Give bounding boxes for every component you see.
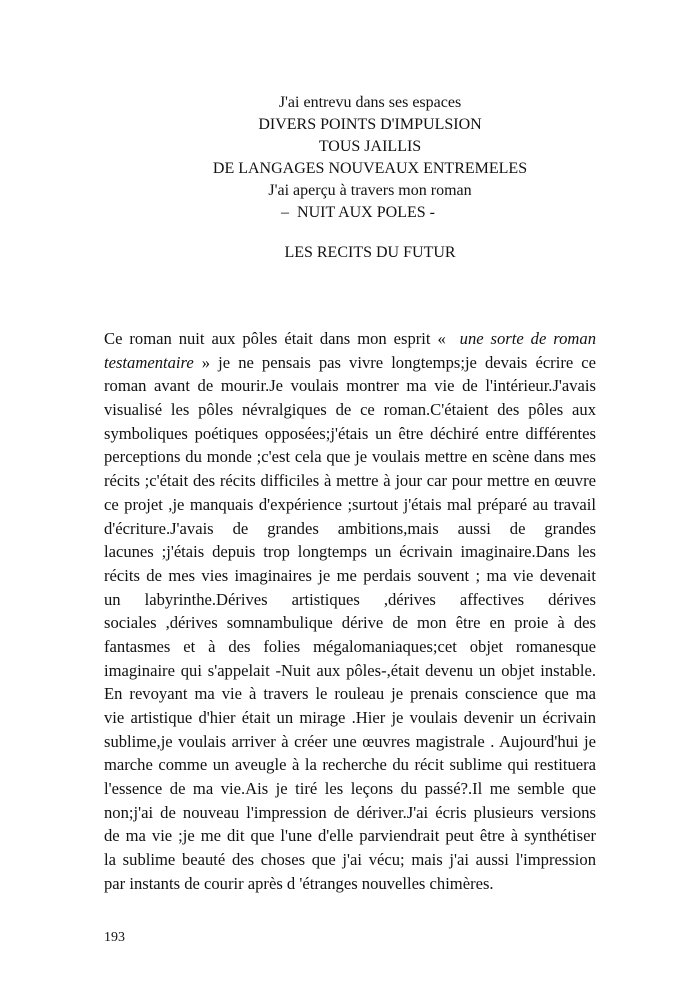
text-line: visualisé les pôles névralgiques de ce roman.C'étaient des pôles aux xyxy=(104,400,596,420)
text-line: marche comme un aveugle à la recherche du récit sublime qui restituera xyxy=(104,755,596,775)
text-line: perceptions du monde ;c'est cela que je voulais mettre en scène dans mes xyxy=(104,447,596,467)
poem-line: – NUIT AUX POLES - xyxy=(281,204,435,221)
text-line: sublime,je voulais arriver à créer une œuvres magistrale . Aujourd'hui je xyxy=(104,731,596,751)
text-line: par instants de courir après d 'étranges nouvelles chimères. xyxy=(104,873,494,893)
poem-line: J'ai entrevu dans ses espaces xyxy=(278,94,462,111)
text-line: vie artistique d'hier était un mirage .Hier je voulais devenir un écrivain xyxy=(104,708,596,727)
italic-quote: testamentaire xyxy=(104,352,194,372)
text-line: un labyrinthe.Dérives artistiques ,dérives affectives dérives xyxy=(104,589,596,609)
poem-line: DIVERS POINTS D'IMPULSION xyxy=(258,116,482,133)
text-line: imaginaire qui s'appelait -Nuit aux pôles-,était devenu un objet instable. xyxy=(104,660,596,680)
poem-line: J'ai aperçu à travers mon roman xyxy=(268,182,472,199)
text-line xyxy=(104,327,596,351)
page-number: 193 xyxy=(104,930,125,945)
text-span: » je ne pensais pas vivre longtemps;je devais écrire ce xyxy=(201,352,597,372)
poem-epigraph xyxy=(170,92,570,264)
text-line xyxy=(104,351,596,375)
text-line: ce projet ,je manquais d'expérience ;surtout j'étais mal préparé au travail xyxy=(104,494,596,514)
poem-line: DE LANGAGES NOUVEAUX ENTREMELES xyxy=(212,160,528,177)
text-line: la sublime beauté des choses que j'ai vécu; mais j'ai aussi l'impression xyxy=(104,850,596,870)
body-paragraph xyxy=(104,327,596,896)
text-line: roman avant de mourir.Je voulais montrer ma vie de l'intérieur.J'avais xyxy=(104,376,596,396)
text-line: d'écriture.J'avais de grandes ambitions,mais aussi de grandes xyxy=(104,518,596,538)
italic-quote: une sorte de roman xyxy=(459,329,596,348)
text-span: Ce roman nuit aux pôles était dans mon esprit « xyxy=(104,329,446,348)
text-line: récits ;c'était des récits difficiles à mettre à jour car pour mettre en œuvre xyxy=(104,471,596,491)
text-line: En revoyant ma vie à travers le rouleau je prenais conscience que ma xyxy=(104,684,596,704)
text-line: récits de mes vies imaginaires je me perdais souvent ; ma vie devenait xyxy=(104,565,596,585)
text-line: lacunes ;j'étais depuis trop longtemps un écrivain imaginaire.Dans les xyxy=(104,542,596,562)
text-line: l'essence de ma vie.Ais je tiré les leçons du passé?.Il me semble que xyxy=(104,779,596,799)
text-line: sociales ,dérives somnambulique dérive de mon être en proie à des xyxy=(104,613,596,633)
text-line: de ma vie ;je me dit que l'une d'elle parviendrait peut être à synthétiser xyxy=(104,826,596,846)
text-line: symboliques poétiques opposées;j'étais un être déchiré entre différentes xyxy=(104,423,596,443)
text-line: non;j'ai de nouveau l'impression de dériver.J'ai écris plusieurs versions xyxy=(104,802,596,822)
text-line: fantasmes et à des folies mégalomaniaques;cet objet romanesque xyxy=(104,636,596,656)
section-subtitle: LES RECITS DU FUTUR xyxy=(284,244,456,261)
poem-line: TOUS JAILLIS xyxy=(318,138,422,155)
